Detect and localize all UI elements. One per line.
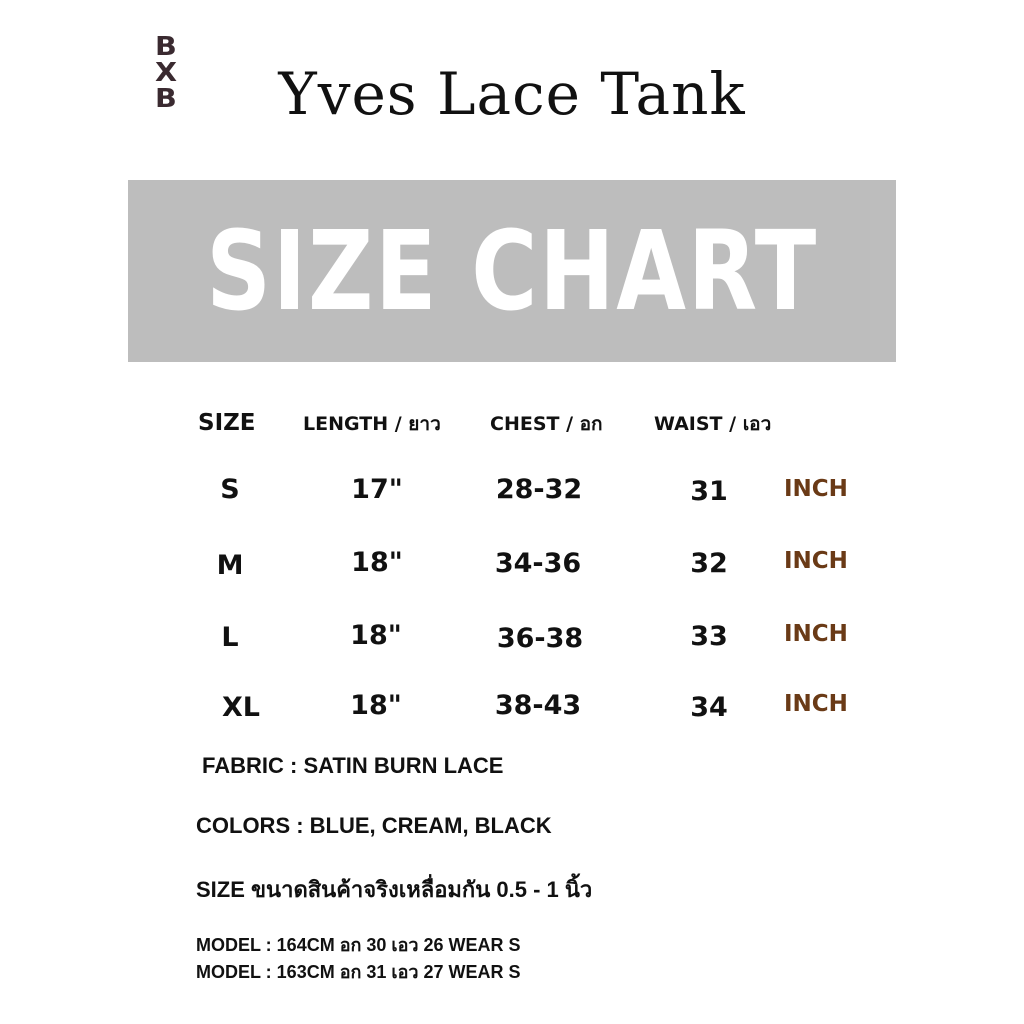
row-xl-waist: 34 — [690, 692, 728, 723]
row-s-size: S — [220, 474, 240, 505]
row-xl-unit: INCH — [784, 691, 848, 717]
size-chart-banner — [128, 180, 896, 362]
fabric-note: FABRIC : SATIN BURN LACE — [202, 753, 504, 778]
row-m-chest: 34-36 — [494, 548, 582, 579]
row-l-size: L — [221, 622, 239, 653]
logo-letter-2: X — [154, 58, 178, 88]
size-tolerance-note: SIZE ขนาดสินค้าจริงเหลื่อมกัน 0.5 - 1 นิ้ว — [196, 877, 593, 902]
row-s-length: 17" — [351, 474, 403, 505]
product-title: Yves Lace Tank — [278, 60, 746, 128]
row-xl-size: XL — [221, 692, 261, 723]
row-l-length: 18" — [350, 620, 402, 651]
banner-text: SIZE CHART — [206, 207, 818, 335]
row-xl-length: 18" — [350, 690, 402, 721]
row-m-waist: 32 — [690, 548, 728, 579]
model-info-2: MODEL : 163CM อก 31 เอว 27 WEAR S — [196, 962, 521, 982]
row-l-waist: 33 — [690, 621, 728, 652]
header-chest: CHEST / อก — [490, 413, 603, 435]
row-s-chest: 28-32 — [495, 474, 583, 505]
header-length: LENGTH / ยาว — [303, 413, 441, 435]
row-m-unit: INCH — [784, 548, 848, 574]
row-m-length: 18" — [351, 547, 403, 578]
model-info-1: MODEL : 164CM อก 30 เอว 26 WEAR S — [196, 935, 521, 955]
header-waist: WAIST / เอว — [654, 413, 772, 435]
logo-letter-1: B — [155, 32, 177, 62]
row-s-waist: 31 — [690, 476, 728, 507]
row-l-chest: 36-38 — [496, 623, 584, 654]
row-m-size: M — [216, 550, 244, 581]
row-s-unit: INCH — [784, 476, 848, 502]
row-xl-chest: 38-43 — [494, 690, 582, 721]
row-l-unit: INCH — [784, 621, 848, 647]
logo-letter-3: B — [155, 84, 177, 114]
header-size: SIZE — [198, 410, 256, 436]
colors-note: COLORS : BLUE, CREAM, BLACK — [196, 813, 552, 838]
